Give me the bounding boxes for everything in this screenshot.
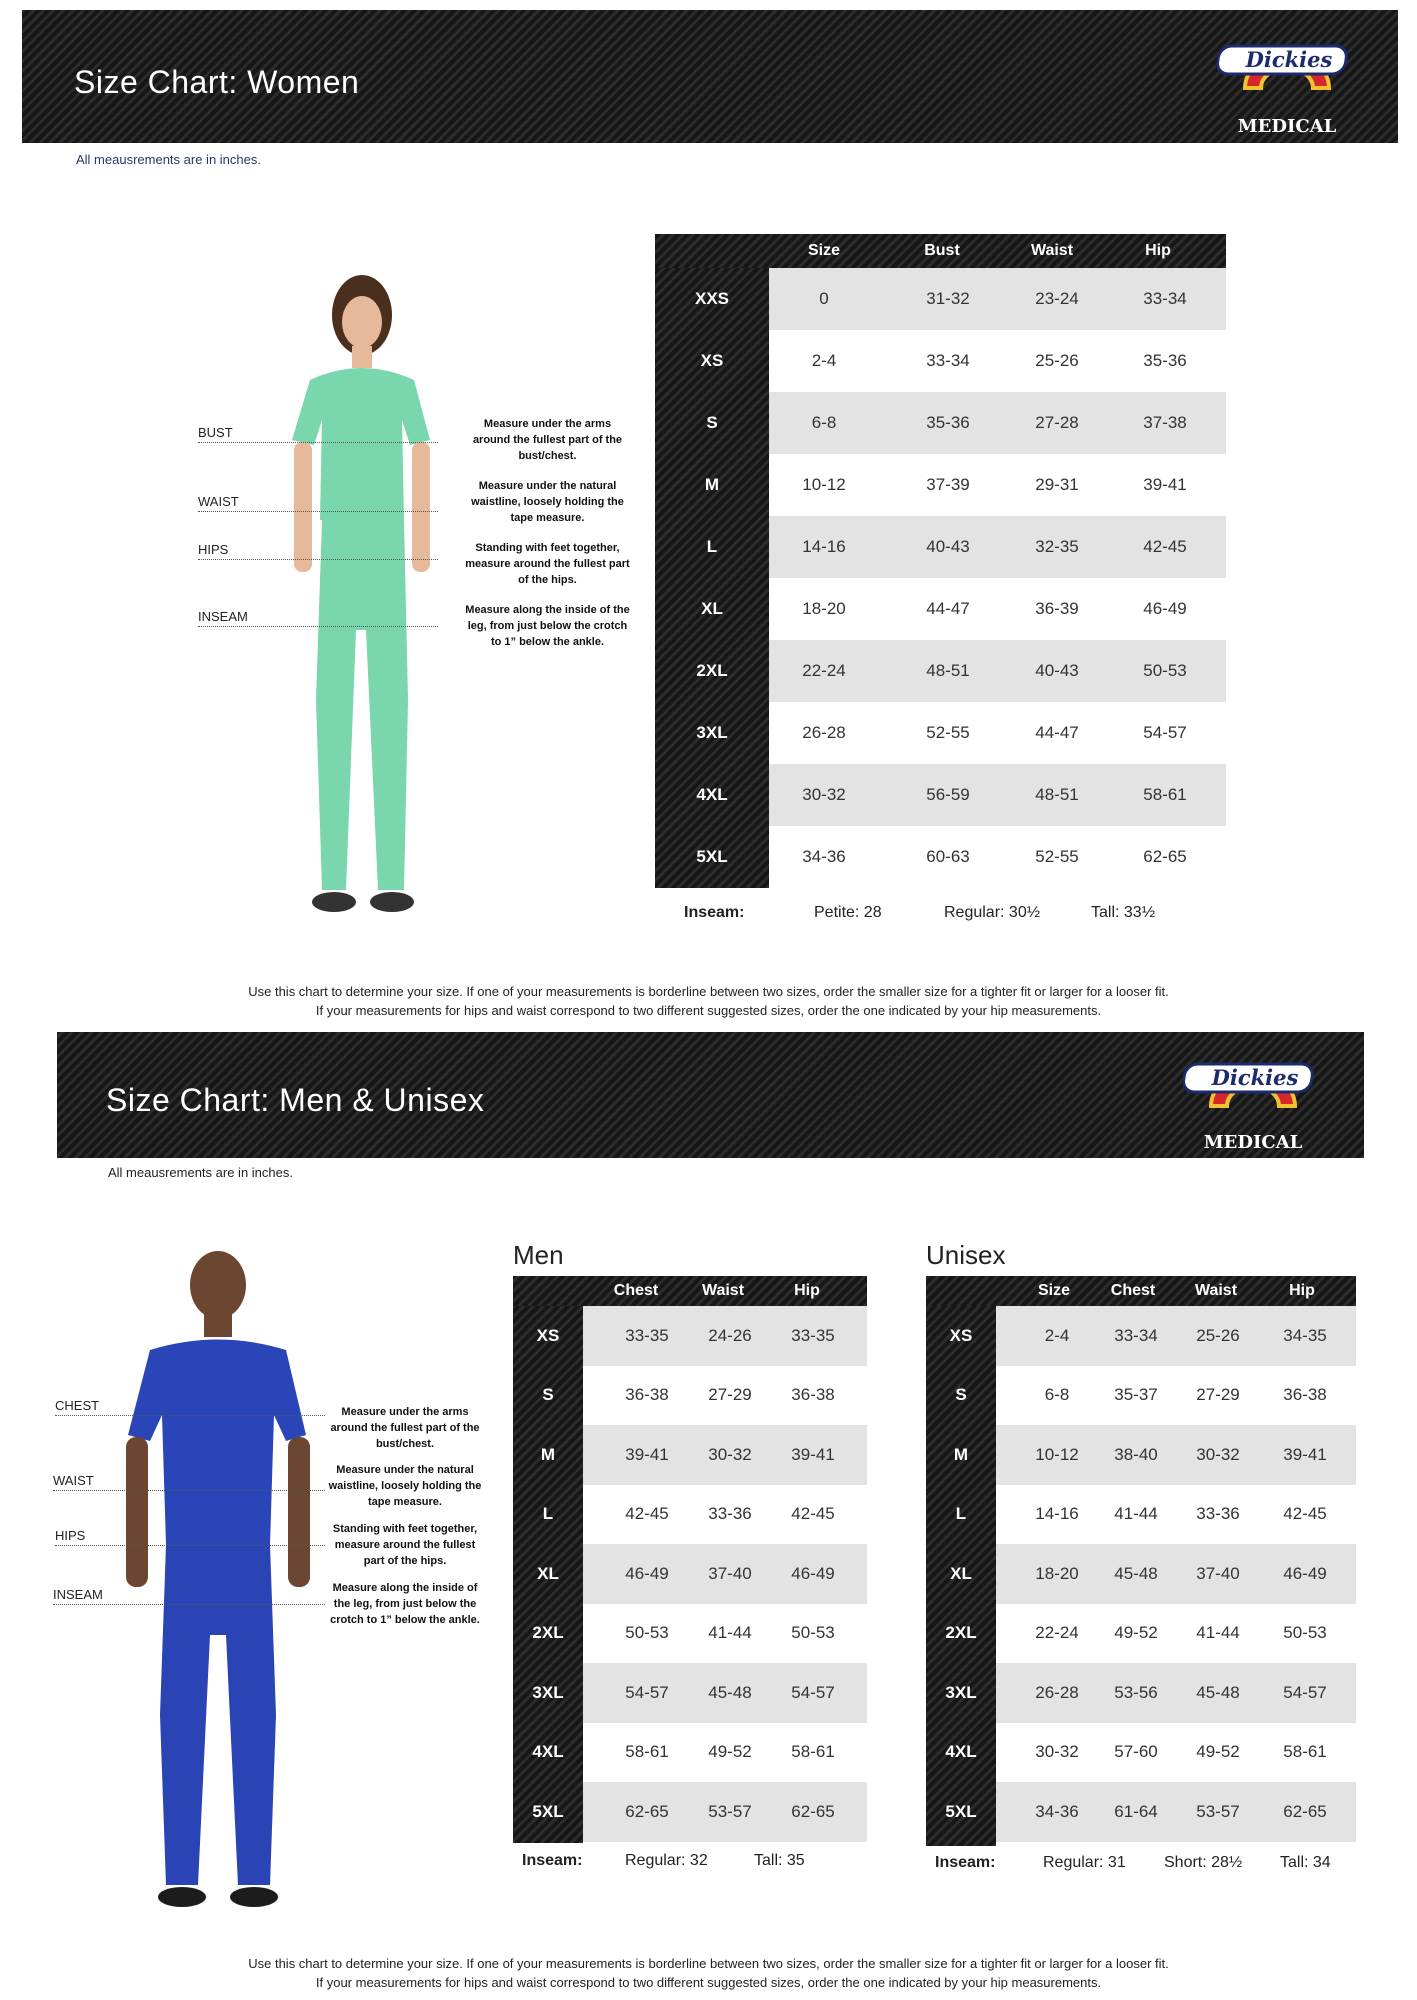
unisex-cell-chest: 38-40 [1114,1444,1158,1464]
men-inseam-label: Inseam: [522,1852,583,1869]
women-cell-size: 10-12 [802,475,846,494]
logo-text-2: Dickies [1211,1065,1299,1090]
women-size-label: 5XL [696,847,728,866]
men-cell-hip: 58-61 [791,1742,835,1762]
women-cell-waist: 32-35 [1035,537,1079,556]
measure-line-hips [198,559,438,560]
men-cell-waist: 41-44 [708,1623,752,1643]
women-table-row [769,330,1226,392]
measure-label-waist: WAIST [198,494,239,509]
unisex-cell-hip: 39-41 [1283,1444,1327,1464]
women-cell-hip: 42-45 [1143,537,1187,556]
men-cell-waist: 33-36 [708,1504,752,1524]
unisex-col-size: Size [1037,1282,1070,1299]
men-table-row [583,1425,867,1485]
women-cell-waist: 29-31 [1035,475,1079,494]
women-cell-bust: 40-43 [926,537,970,556]
dickies-horseshoe-icon-2 [1183,1042,1323,1122]
unisex-cell-chest: 33-34 [1114,1325,1158,1345]
women-inseam [684,904,1244,926]
women-table-header [655,234,1226,268]
men-size-label: 4XL [532,1742,564,1762]
unisex-inseam-tall: Tall: 34 [1280,1854,1331,1871]
men-cell-chest: 46-49 [625,1563,669,1583]
women-cell-waist: 27-28 [1035,413,1079,432]
women-cell-size: 30-32 [802,785,846,804]
women-size-label: M [704,475,720,494]
men-size-label: S [542,1385,554,1405]
men-cell-chest: 50-53 [625,1623,669,1643]
measure-label-chest: CHEST [55,1398,100,1413]
unisex-size-label: XL [950,1563,972,1583]
women-table-row [769,578,1226,640]
women-size-label: 4XL [696,785,728,804]
men-title: Size Chart: Men & Unisex [106,1082,485,1118]
men-col-waist: Waist [701,1282,745,1299]
unisex-table-row [996,1485,1356,1545]
women-size-label: XXS [694,289,730,308]
women-banner [22,10,1398,143]
men-cell-hip: 39-41 [791,1444,835,1464]
measure-text-bust: Measure under the arms around the fullest part of the bust/chest. [472,418,623,462]
men-cell-chest: 54-57 [625,1682,669,1702]
unisex-cell-chest: 49-52 [1114,1623,1158,1643]
logo-medical: MEDICAL [1237,116,1337,137]
measure-label-inseam: INSEAM [198,609,248,624]
women-cell-hip: 37-38 [1143,413,1187,432]
women-cell-hip: 39-41 [1143,475,1187,494]
unisex-size-label: XS [949,1325,973,1345]
men-inseam-regular: Regular: 32 [625,1852,708,1869]
measure-label-hips: HIPS [198,542,229,557]
unisex-col-hip: Hip [1289,1282,1315,1299]
women-table-row [769,268,1226,330]
women-cell-bust: 44-47 [926,599,970,618]
women-cell-hip: 35-36 [1143,351,1187,370]
men-note: All meausrements are in inches. [108,1165,293,1180]
women-note: All meausrements are in inches. [76,152,261,167]
dickies-logo [1217,24,1357,137]
unisex-size-label: 4XL [945,1742,977,1762]
women-cell-size: 0 [819,289,829,308]
women-cell-bust: 37-39 [926,475,970,494]
measure-label-men-inseam: INSEAM [53,1587,103,1602]
unisex-col-waist: Waist [1194,1282,1238,1299]
men-cell-waist: 49-52 [708,1742,752,1762]
unisex-cell-waist: 53-57 [1196,1801,1240,1821]
unisex-size-label: 3XL [945,1682,977,1702]
measure-line-inseam [198,626,438,627]
women-cell-waist: 25-26 [1035,351,1079,370]
men-cell-chest: 58-61 [625,1742,669,1762]
men-cell-chest: 62-65 [625,1801,669,1821]
women-table-row [769,454,1226,516]
unisex-cell-size: 2-4 [1044,1325,1070,1345]
unisex-table-row [996,1663,1356,1723]
unisex-table-row [996,1782,1356,1842]
women-cell-waist: 23-24 [1035,289,1079,308]
unisex-cell-size: 34-36 [1035,1801,1079,1821]
women-cell-size: 34-36 [802,847,846,866]
unisex-cell-size: 22-24 [1035,1623,1079,1643]
women-table-row [769,516,1226,578]
men-size-label: L [542,1504,554,1524]
unisex-size-label: 2XL [945,1623,977,1643]
unisex-cell-chest: 41-44 [1114,1504,1158,1524]
women-size-label: S [706,413,718,432]
women-col-hip: Hip [1145,242,1171,259]
women-size-label: XS [700,351,724,370]
women-inseam-tall: Tall: 33½ [1091,904,1156,921]
unisex-cell-size: 10-12 [1035,1444,1079,1464]
unisex-cell-waist: 41-44 [1196,1623,1240,1643]
women-table-row [769,702,1226,764]
women-col-waist: Waist [1030,242,1074,259]
men-footnote-line2: If your measurements for hips and waist correspond to two different suggested sizes, order the one indicated by your hip measurements. [315,1975,1102,1990]
men-footnote [0,1954,1417,1992]
unisex-table-row [996,1366,1356,1426]
dickies-logo-2 [1183,1042,1323,1153]
women-cell-size: 2-4 [811,351,837,370]
unisex-cell-hip: 50-53 [1283,1623,1327,1643]
unisex-table-row [996,1544,1356,1604]
men-size-label: 2XL [532,1623,564,1643]
women-size-label: XL [701,599,723,618]
measure-line-men-hips [55,1545,325,1546]
men-cell-waist: 24-26 [708,1325,752,1345]
men-size-label: XL [537,1563,559,1583]
measure-line-waist [198,511,438,512]
men-table-row [583,1485,867,1545]
unisex-cell-hip: 58-61 [1283,1742,1327,1762]
women-footnote-line1: Use this chart to determine your size. If one of your measurements is borderline between two sizes, order the smaller size for a tighter fit or larger for a looser fit. [248,984,1169,999]
unisex-cell-size: 30-32 [1035,1742,1079,1762]
unisex-inseam [935,1854,1365,1876]
unisex-cell-waist: 30-32 [1196,1444,1240,1464]
unisex-cell-size: 14-16 [1035,1504,1079,1524]
men-cell-hip: 42-45 [791,1504,835,1524]
unisex-cell-waist: 45-48 [1196,1682,1240,1702]
women-cell-hip: 50-53 [1143,661,1187,680]
men-cell-hip: 62-65 [791,1801,835,1821]
women-cell-bust: 48-51 [926,661,970,680]
women-cell-bust: 35-36 [926,413,970,432]
women-size-label: L [706,537,718,556]
measure-label-bust: BUST [198,425,233,440]
women-cell-hip: 33-34 [1143,289,1187,308]
men-table-row [583,1366,867,1426]
women-cell-hip: 54-57 [1143,723,1187,742]
unisex-table-row [996,1425,1356,1485]
men-cell-chest: 39-41 [625,1444,669,1464]
unisex-cell-chest: 45-48 [1114,1563,1158,1583]
women-title: Size Chart: Women [74,64,360,100]
unisex-cell-waist: 25-26 [1196,1325,1240,1345]
unisex-cell-hip: 36-38 [1283,1385,1327,1405]
women-cell-bust: 31-32 [926,289,970,308]
men-table-row [583,1663,867,1723]
women-cell-bust: 56-59 [926,785,970,804]
measure-line-men-waist [53,1490,325,1491]
men-heading: Men [513,1240,564,1270]
unisex-size-label: S [955,1385,967,1405]
unisex-cell-chest: 35-37 [1114,1385,1158,1405]
women-table-row [769,826,1226,888]
women-cell-size: 18-20 [802,599,846,618]
women-cell-hip: 58-61 [1143,785,1187,804]
unisex-cell-size: 6-8 [1044,1385,1070,1405]
women-size-label: 3XL [696,723,728,742]
unisex-cell-hip: 42-45 [1283,1504,1327,1524]
women-size-label: 2XL [696,661,728,680]
women-cell-hip: 62-65 [1143,847,1187,866]
unisex-cell-hip: 34-35 [1283,1325,1327,1345]
women-cell-size: 6-8 [811,413,837,432]
unisex-inseam-label: Inseam: [935,1854,996,1871]
men-cell-hip: 54-57 [791,1682,835,1702]
women-cell-waist: 36-39 [1035,599,1079,618]
men-cell-waist: 45-48 [708,1682,752,1702]
men-cell-waist: 37-40 [708,1563,752,1583]
measure-text-hips: Standing with feet together, measure around the fullest part of the hips. [465,542,630,586]
women-footnote-line2: If your measurements for hips and waist correspond to two different suggested sizes, order the one indicated by your hip measurements. [315,1003,1102,1018]
women-inseam-regular: Regular: 30½ [944,904,1041,921]
men-table-row [583,1723,867,1783]
women-col-bust: Bust [924,242,960,259]
measure-text-men-inseam: Measure along the inside of the leg, from just below the crotch to 1” below the ankle. [330,1582,480,1626]
men-col-hip: Hip [794,1282,820,1299]
women-table-row [769,764,1226,826]
women-cell-size: 14-16 [802,537,846,556]
men-cell-hip: 33-35 [791,1325,835,1345]
unisex-cell-chest: 57-60 [1114,1742,1158,1762]
unisex-table-header [926,1276,1356,1306]
men-cell-hip: 46-49 [791,1563,835,1583]
men-table-header [513,1276,867,1306]
men-col-chest: Chest [613,1282,659,1299]
men-banner [57,1032,1364,1158]
logo-text: Dickies [1245,47,1333,72]
men-cell-waist: 27-29 [708,1385,752,1405]
unisex-table-row [996,1723,1356,1783]
men-cell-waist: 53-57 [708,1801,752,1821]
women-table-row [769,640,1226,702]
men-size-label: XS [536,1325,560,1345]
men-inseam [522,1852,872,1874]
unisex-size-label: M [953,1444,969,1464]
men-size-label: M [540,1444,556,1464]
women-model-figure [270,270,450,930]
dickies-horseshoe-icon [1217,24,1357,104]
men-inseam-tall: Tall: 35 [754,1852,805,1869]
measure-label-men-hips: HIPS [55,1528,86,1543]
women-cell-bust: 33-34 [926,351,970,370]
logo-medical-2: MEDICAL [1203,1132,1303,1153]
men-table-row [583,1306,867,1366]
men-cell-hip: 50-53 [791,1623,835,1643]
unisex-table-row [996,1306,1356,1366]
measure-line-men-inseam [53,1604,325,1605]
women-cell-size: 26-28 [802,723,846,742]
women-col-size: Size [807,242,840,259]
women-cell-size: 22-24 [802,661,846,680]
women-cell-hip: 46-49 [1143,599,1187,618]
women-cell-bust: 52-55 [926,723,970,742]
women-cell-waist: 40-43 [1035,661,1079,680]
unisex-cell-chest: 53-56 [1114,1682,1158,1702]
unisex-cell-waist: 37-40 [1196,1563,1240,1583]
measure-text-inseam: Measure along the inside of the leg, from just below the crotch to 1” below the ankle. [465,604,630,648]
measure-text-waist: Measure under the natural waistline, loosely holding the tape measure. [471,480,624,524]
women-cell-waist: 52-55 [1035,847,1079,866]
women-inseam-label: Inseam: [684,904,745,921]
unisex-inseam-short: Short: 28½ [1164,1854,1243,1871]
unisex-cell-waist: 33-36 [1196,1504,1240,1524]
measure-text-chest: Measure under the arms around the fullest part of the bust/chest. [330,1406,480,1450]
unisex-size-label: 5XL [945,1801,977,1821]
unisex-cell-waist: 27-29 [1196,1385,1240,1405]
unisex-inseam-regular: Regular: 31 [1043,1854,1126,1871]
men-table-row [583,1604,867,1664]
unisex-cell-waist: 49-52 [1196,1742,1240,1762]
men-size-label: 3XL [532,1682,564,1702]
men-size-label: 5XL [532,1801,564,1821]
men-cell-chest: 42-45 [625,1504,669,1524]
unisex-cell-chest: 61-64 [1114,1801,1158,1821]
men-cell-waist: 30-32 [708,1444,752,1464]
men-cell-hip: 36-38 [791,1385,835,1405]
unisex-col-chest: Chest [1110,1282,1156,1299]
measure-text-men-waist: Measure under the natural waistline, loosely holding the tape measure. [328,1464,482,1508]
unisex-cell-hip: 54-57 [1283,1682,1327,1702]
unisex-cell-hip: 62-65 [1283,1801,1327,1821]
unisex-cell-hip: 46-49 [1283,1563,1327,1583]
unisex-cell-size: 26-28 [1035,1682,1079,1702]
men-cell-chest: 33-35 [625,1325,669,1345]
women-cell-waist: 44-47 [1035,723,1079,742]
men-cell-chest: 36-38 [625,1385,669,1405]
men-footnote-line1: Use this chart to determine your size. If one of your measurements is borderline between two sizes, order the smaller size for a tighter fit or larger for a looser fit. [248,1956,1169,1971]
women-footnote [0,982,1417,1020]
men-table-row [583,1544,867,1604]
women-cell-bust: 60-63 [926,847,970,866]
measure-label-men-waist: WAIST [53,1473,94,1488]
measure-line-bust [198,442,438,443]
measure-text-men-hips: Standing with feet together, measure around the fullest part of the hips. [332,1523,478,1567]
unisex-heading: Unisex [926,1240,1006,1270]
measure-line-chest [55,1415,325,1416]
women-cell-waist: 48-51 [1035,785,1079,804]
women-table-row [769,392,1226,454]
men-model-figure [110,1245,320,1910]
unisex-cell-size: 18-20 [1035,1563,1079,1583]
men-table-row [583,1782,867,1842]
women-inseam-petite: Petite: 28 [814,904,882,921]
unisex-table-row [996,1604,1356,1664]
unisex-size-label: L [955,1504,967,1524]
